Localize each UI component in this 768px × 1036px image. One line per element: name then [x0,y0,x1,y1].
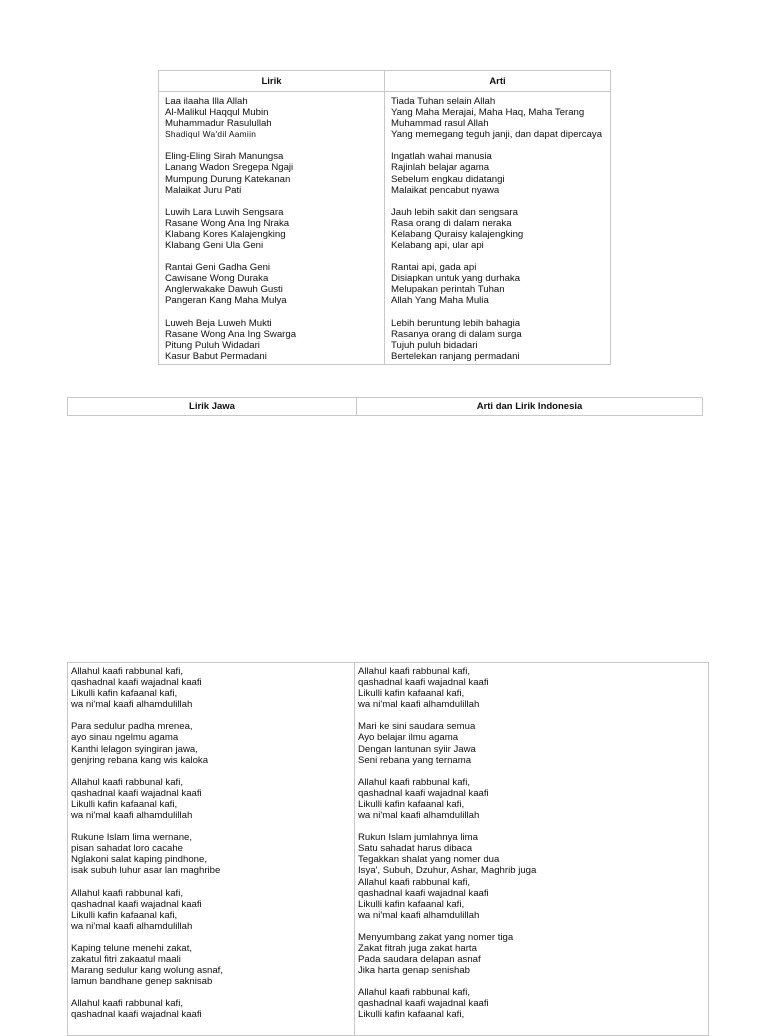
stanza-gap [358,976,705,987]
lyric-line: wa ni'mal kaafi alhamdulillah [71,699,193,711]
lyric-line: Likulli kafin kafaanal kafi, [358,1009,465,1021]
lyric-line: Mumpung Durung Katekanan [165,173,291,185]
lyric-line: Allahul kaafi rabbunal kafi, [71,666,183,677]
stanza-gap [165,140,378,151]
lyric-line: Kaping telune menehi zakat, [71,942,193,954]
table-header-row [68,398,703,416]
lyric-line: Klabang Geni Ula Geni [165,240,264,252]
lyric-line: Malaikat Juru Pati [165,184,242,196]
lyrics-table-bottom [67,662,709,1036]
lyric-line: Lebih beruntung lebih bahagia [391,317,521,329]
lyric-line: Rasane Wong Ana Ing Nraka [165,217,290,229]
lyric-line: zakatul fitri zakaatul maali [71,953,181,965]
lyric-line: Allahul kaafi rabbunal kafi, [71,887,183,899]
lyric-line: Kelabang Quraisy kalajengking [391,228,524,240]
lyric-line: Rasane Wong Ana Ing Swarga [165,328,297,340]
lyric-line: lamun bandhane genep saknisab [71,976,213,988]
lyric-line: Mari ke sini saudara semua [358,721,476,733]
stanza-gap [358,821,705,832]
lyric-line: Pada saudara delapan asnaf [358,954,481,966]
lyric-line: Laa ilaaha Illa Allah [165,96,248,107]
lyric-line: Isya', Subuh, Dzuhur, Ashar, Maghrib juga [358,865,537,877]
lyric-line: Pitung Puluh Widadari [165,339,260,351]
stanza-gap [71,932,351,943]
arti-indonesia-cell [355,663,709,1036]
lyric-line: Luweh Beja Luweh Mukti [165,317,272,329]
lyric-line: Kanthi lelagon syingiran jawa, [71,743,198,755]
lyric-line: Eling-Eling Sirah Manungsa [165,151,284,163]
stanza-gap [71,766,351,777]
lyric-line: Seni rebana yang ternama [358,754,472,766]
lyric-line: Likulli kafin kafaanal kafi, [71,798,178,810]
lyric-line: Para sedulur padha mrenea, [71,721,193,733]
stanza-gap [71,877,351,888]
lyric-line: qashadnal kaafi wajadnal kaafi [358,677,489,689]
lyric-line: Nglakoni salat kaping pindhone, [71,854,208,866]
lyric-line: Lanang Wadon Sregepa Ngaji [165,162,294,174]
stanza-gap [358,921,705,932]
lyric-line: Yang memegang teguh janji, dan dapat dipercaya [391,129,603,141]
lyrics-table-top [158,70,611,365]
lyric-line: Al-Malikul Haqqul Mubin [165,107,269,119]
stanza-gap [165,251,378,262]
stanza-gap [165,196,378,207]
arti-cell [385,92,611,365]
lyric-line: Kelabang api, ular api [391,240,484,252]
lyric-line: Pangeran Kang Maha Mulya [165,295,287,307]
lyric-line: Muhammad rasul Allah [391,118,489,130]
lyrics-table-header [67,397,703,416]
lyric-line: Rasanya orang di dalam surga [391,328,522,340]
lyric-line: Rantai Geni Gadha Geni [165,262,271,274]
lyric-line: Klabang Kores Kalajengking [165,228,286,240]
lyric-line: Tiada Tuhan selain Allah [391,96,496,107]
stanza-gap [71,987,351,998]
lyric-line: pisan sahadat loro cacahe [71,843,184,855]
lyric-line: qashadnal kaafi wajadnal kaafi [358,787,489,799]
table-row [68,663,709,1036]
lyric-line: Jika harta genap senishab [358,965,471,977]
lyric-line: genjring rebana kang wis kaloka [71,754,209,766]
arti-lines [385,92,610,364]
lyric-line: Sebelum engkau didatangi [391,173,505,185]
lirik-jawa-lines [68,663,354,1020]
lyric-line: Allahul kaafi rabbunal kafi, [358,987,470,999]
table-header-row [159,71,611,92]
stanza-gap [165,307,378,318]
lyric-line: Allahul kaafi rabbunal kafi, [358,666,470,677]
lyric-line: wa ni'mal kaafi alhamdulillah [358,909,480,921]
lyric-line: Tujuh puluh bidadari [391,339,478,351]
lyric-line: wa ni'mal kaafi alhamdulillah [358,699,480,711]
lyric-line: Marang sedulur kang wolung asnaf, [71,965,223,977]
lyric-line: wa ni'mal kaafi alhamdulillah [71,810,193,822]
stanza-gap [391,307,604,318]
lyric-line: qashadnal kaafi wajadnal kaafi [71,898,202,910]
stanza-gap [391,196,604,207]
lyric-line: Luwih Lara Luwih Sengsara [165,206,284,218]
lyric-line: qashadnal kaafi wajadnal kaafi [71,787,202,799]
stanza-gap [71,821,351,832]
lyric-line: Rasa orang di dalam neraka [391,217,512,229]
header-lirik: Lirik [159,71,385,92]
lirik-lines [159,92,384,364]
lyric-line: qashadnal kaafi wajadnal kaafi [358,887,489,899]
lyric-line: Dengan lantunan syiir Jawa [358,743,476,755]
header-arti-indonesia: Arti dan Lirik Indonesia [357,398,703,416]
lyric-line: Rukune Islam lima wernane, [71,832,193,844]
lyric-line: Yang Maha Merajai, Maha Haq, Maha Terang [391,107,585,119]
lyric-line: Melupakan perintah Tuhan [391,284,505,296]
lyric-line: Likulli kafin kafaanal kafi, [358,798,465,810]
lyric-line: Rantai api, gada api [391,262,477,274]
lyric-line: wa ni'mal kaafi alhamdulillah [358,810,480,822]
lyric-line: Jauh lebih sakit dan sengsara [391,206,518,218]
lirik-jawa-cell [68,663,355,1036]
lyric-line: qashadnal kaafi wajadnal kaafi [71,1009,202,1021]
lyric-line: Muhammadur Rasulullah [165,118,272,130]
lyric-line: Menyumbang zakat yang nomer tiga [358,931,514,943]
lyric-line: Allahul kaafi rabbunal kafi, [358,776,470,788]
stanza-gap [71,710,351,721]
lyric-line: Likulli kafin kafaanal kafi, [71,909,178,921]
lyric-line: Likulli kafin kafaanal kafi, [358,688,465,700]
lyric-line: Ayo belajar ilmu agama [358,732,459,744]
lyric-line: Likulli kafin kafaanal kafi, [71,688,178,700]
stanza-gap [358,766,705,777]
lyric-line: Shadiqul Wa'dil Aamiin [165,129,257,140]
lyric-line: Tegakkan shalat yang nomer dua [358,854,500,866]
table-row [159,92,611,365]
lyric-line: Anglerwakake Dawuh Gusti [165,284,283,296]
lyric-line: qashadnal kaafi wajadnal kaafi [358,998,489,1010]
lyric-line: Cawisane Wong Duraka [165,273,269,285]
stanza-gap [391,251,604,262]
header-lirik-jawa: Lirik Jawa [68,398,357,416]
lyric-line: Rajinlah belajar agama [391,162,490,174]
lyric-line: Satu sahadat harus dibaca [358,843,473,855]
lyric-line: wa ni'mal kaafi alhamdulillah [71,920,193,932]
lyric-line: Likulli kafin kafaanal kafi, [358,898,465,910]
lyric-line: Allahul kaafi rabbunal kafi, [71,998,183,1010]
arti-indonesia-lines [355,663,708,1021]
lyric-line: Disiapkan untuk yang durhaka [391,273,521,285]
lyric-line: Kasur Babut Permadani [165,350,267,362]
lyric-line: Bertelekan ranjang permadani [391,350,520,362]
lyric-line: Allahul kaafi rabbunal kafi, [71,776,183,788]
lyric-line: isak subuh luhur asar lan maghribe [71,865,221,877]
stanza-gap [358,710,705,721]
lyric-line: ayo sinau ngelmu agama [71,732,179,744]
lyric-line: qashadnal kaafi wajadnal kaafi [71,677,202,689]
lyric-line: Allah Yang Maha Mulia [391,295,489,307]
lyric-line: Rukun Islam jumlahnya lima [358,832,478,844]
lirik-cell [159,92,385,365]
stanza-gap [391,140,604,151]
lyric-line: Ingatlah wahai manusia [391,151,492,163]
lyric-line: Malaikat pencabut nyawa [391,184,500,196]
lyric-line: Allahul kaafi rabbunal kafi, [358,876,470,888]
lyric-line: Zakat fitrah juga zakat harta [358,942,477,954]
header-arti: Arti [385,71,611,92]
